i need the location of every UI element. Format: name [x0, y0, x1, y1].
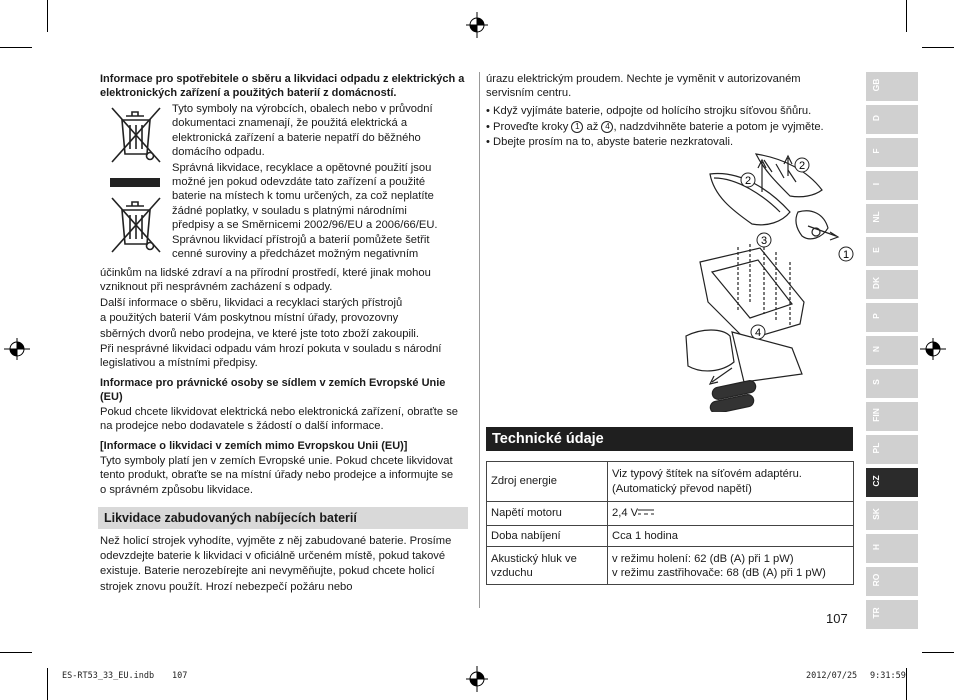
language-tab-dk [866, 270, 918, 299]
language-tab-label: H [871, 543, 881, 551]
business-users-text: Pokud chcete likvidovat elektrická nebo elektronická zařízení, obraťte se na prodejce nebo dodavatele s žádostí o další informace. [100, 406, 459, 433]
language-tab-label: TR [871, 607, 881, 619]
text-line: dokumentaci znamenají, že použitá elektrická a [172, 117, 408, 130]
text-line: cenné suroviny a předcházet možným negativním [172, 248, 419, 261]
language-tab-s [866, 369, 918, 398]
language-tab-label: RO [871, 573, 881, 587]
language-tab-label: S [871, 379, 881, 385]
footer-page: 107 [172, 671, 188, 681]
language-tab-label: CZ [871, 475, 881, 487]
text-line: (Automatický převod napětí) [612, 482, 752, 495]
language-tab-label: DK [871, 276, 881, 290]
registration-mark-icon [920, 338, 946, 360]
text-line: a použitých baterií Vám poskytnou místní úřady, provozovny [100, 312, 399, 325]
shaver-disassembly-illustration [672, 152, 854, 412]
language-tab-nl [866, 204, 918, 233]
column-divider [479, 72, 480, 608]
language-tab-label: PL [871, 442, 881, 454]
language-tab-label: I [871, 182, 881, 186]
footer-time: 9:31:59 [870, 671, 906, 681]
footer-date: 2012/07/25 [806, 671, 858, 681]
text-line: 2,4 V [612, 507, 639, 520]
callout-3: 3 [760, 235, 768, 247]
table-row [487, 462, 854, 502]
text-line: baterie na místech k tomu určených, za což neplatíte [172, 190, 434, 203]
bullet-unplug: • Když vyjímáte baterie, odpojte od holícího strojku síťovou šňůru. [486, 105, 812, 117]
page-number: 107 [826, 611, 848, 626]
text-line: Správná likvidace, recyklace a opětovné použití jsou [172, 161, 432, 174]
crop-mark [906, 0, 907, 32]
language-tab-label: GB [871, 78, 881, 92]
non-eu-text: Tyto symboly platí jen v zemích Evropské unie. Pokud chcete likvidovat tento produkt, obraťte se na místní úřady nebo prodejce a informujte se o správném způsobu likvidace. [100, 455, 454, 496]
battery-disposal-text: Než holicí strojek vyhodíte, vyjměte z něj zabudované baterie. Prosíme odevzdejte baterie k likvidaci v oficiálně určeném místě, pokud takové existuje. Baterie nerozebírejte ani nevyměňujte, pokud chcete holicí strojek znovu použít. Hrozí nebezpečí požáru nebo [100, 535, 452, 593]
text-line: v režimu holení: 62 (dB (A) při 1 pW) [612, 552, 794, 565]
table-row [487, 547, 854, 585]
bullet-short-circuit: • Dbejte prosím na to, abyste baterie nezkratovali. [486, 136, 734, 148]
text-line: domácího odpadu. [172, 146, 265, 159]
text-line: žádné poplatky, v souladu s platnými národními [172, 204, 407, 217]
language-tab-ro [866, 567, 918, 596]
language-tab-n [866, 336, 918, 365]
crop-mark [0, 47, 32, 48]
text-line: sběrných dvorů nebo prodejna, ve které jste toto zboží zakoupili. [100, 327, 420, 340]
text-line: Při nesprávné likvidaci odpadu vám hrozí pokuta v souladu s národní [100, 343, 442, 356]
crop-mark [922, 652, 954, 653]
language-tab-label: FIN [871, 408, 881, 422]
spec-label: Doba nabíjení [487, 526, 608, 547]
text: , nadzdvihněte baterie a potom je vyjměte. [613, 121, 824, 133]
spec-value [608, 462, 854, 502]
registration-mark-icon [466, 12, 488, 38]
registration-mark-icon [466, 666, 488, 692]
text-line: účinkům na lidské zdraví a na přírodní prostředí, které jinak mohou [100, 267, 431, 279]
language-tab-label: E [871, 247, 881, 253]
electric-shock-text: úrazu elektrickým proudem. Nechte je vyměnit v autorizovaném servisním centru. [486, 73, 801, 100]
consumer-disposal-heading: Informace pro spotřebitele o sběru a likvidaci odpadu z elektrických a elektronických zařízení a použitých baterií z domácností. [100, 73, 465, 100]
step-number: 1 [571, 121, 583, 133]
text-line: Tyto symboly na výrobcích, obalech nebo v průvodní [172, 103, 433, 115]
disposal-info-paragraph [100, 266, 472, 371]
table-row [487, 502, 854, 526]
text-line: elektronická zařízení a baterie nepatří do běžného [172, 131, 421, 144]
text-line: v režimu zastřihovače: 68 (dB (A) při 1 pW) [612, 566, 826, 579]
language-tab-tr [866, 600, 918, 629]
language-tab-pl [866, 435, 918, 464]
crossed-wheelie-bin-icon [108, 104, 164, 166]
text-line: Cca 1 hodina [612, 530, 678, 542]
crossed-wheelie-bin-icon [108, 194, 164, 256]
language-tab-gb [866, 72, 918, 101]
bullet-steps [486, 120, 856, 134]
spec-label: Zdroj energie [487, 462, 608, 502]
language-tab-i [866, 171, 918, 200]
symbols-explanation [172, 102, 472, 261]
language-tab-e [866, 237, 918, 266]
language-tab-label: P [871, 313, 881, 319]
crop-mark [47, 0, 48, 32]
table-row [487, 526, 854, 547]
spec-label: Akustický hluk ve vzduchu [487, 547, 608, 585]
non-eu-heading: [Informace o likvidaci v zemích mimo Evropskou Unii (EU)] [100, 440, 408, 452]
text: až [586, 121, 599, 133]
solid-bar-icon [110, 178, 160, 187]
crop-mark [922, 47, 954, 48]
specifications-section-title: Technické údaje [486, 427, 853, 451]
crop-mark [906, 668, 907, 700]
text: • Proveďte kroky [486, 121, 569, 133]
language-tab-f [866, 138, 918, 167]
spec-value [608, 547, 854, 585]
footer-file: ES-RT53_33_EU.indb [62, 671, 155, 681]
text-line: vzniknout při nesprávném zacházení s odpady. [100, 281, 333, 294]
crop-mark [47, 668, 48, 700]
language-tab-cz [866, 468, 918, 497]
language-tab-label: F [871, 148, 881, 154]
callout-2a: 2 [744, 175, 752, 187]
text-line: legislativou a místními předpisy. [100, 357, 258, 370]
text-line: Viz typový štítek na síťovém adaptéru. [612, 468, 802, 481]
language-tab-label: N [871, 345, 881, 353]
language-tab-label: NL [871, 211, 881, 223]
language-tab-fin [866, 402, 918, 431]
battery-disposal-section-title: Likvidace zabudovaných nabíjecích baterií [98, 507, 468, 529]
business-users-heading: Informace pro právnické osoby se sídlem v zemích Evropské Unie (EU) [100, 377, 446, 404]
language-tab-p [866, 303, 918, 332]
spec-value [608, 526, 854, 547]
step-number: 4 [601, 121, 613, 133]
specifications-table [486, 461, 854, 585]
spec-value [608, 502, 854, 526]
language-tab-sk [866, 501, 918, 530]
text-line: Správnou likvidací přístrojů a baterií pomůžete šetřit [172, 233, 430, 246]
language-tab-label: SK [871, 508, 881, 520]
language-tab-h [866, 534, 918, 563]
callout-1: 1 [842, 249, 850, 261]
language-tab-label: D [871, 114, 881, 122]
text-line: předpisy a se Směrnicemi 2002/96/EU a 2006/66/EU. [172, 219, 438, 232]
text-line: možné jen pokud odevzdáte tato zařízení a použité [172, 176, 426, 189]
callout-2b: 2 [798, 160, 806, 172]
crop-mark [0, 652, 32, 653]
dc-symbol-icon [638, 508, 654, 516]
language-tab-d [866, 105, 918, 134]
callout-4: 4 [754, 327, 762, 339]
spec-label: Napětí motoru [487, 502, 608, 526]
text-line: Další informace o sběru, likvidaci a recyklaci starých přístrojů [100, 296, 403, 309]
registration-mark-icon [4, 338, 30, 360]
